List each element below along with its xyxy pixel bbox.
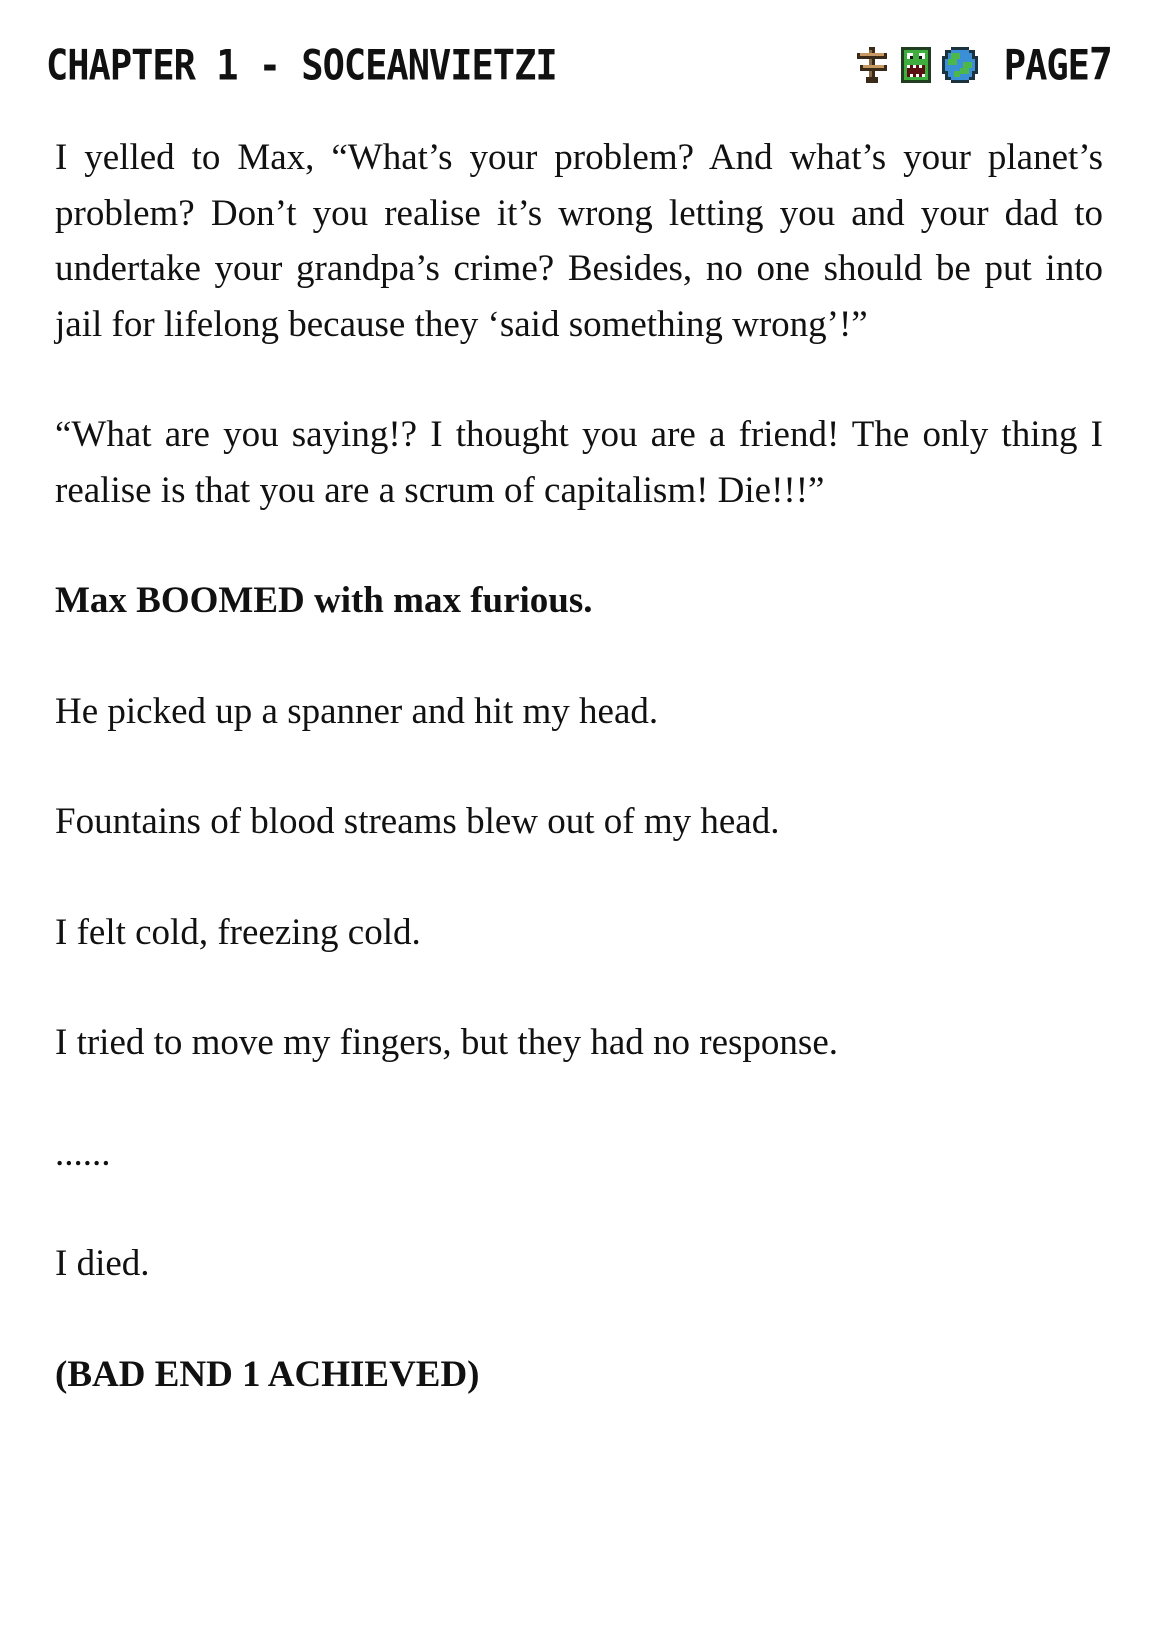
paragraph-6: I felt cold, freezing cold. xyxy=(55,911,421,953)
paragraph-4: He picked up a spanner and hit my head. xyxy=(55,690,659,732)
green-monster-icon xyxy=(898,47,934,83)
header-right xyxy=(854,39,1112,91)
paragraph-1: I yelled to Max, “What’s your problem? And what’s your planet’s problem? Don’t you realise it’s wrong letting you and your dad to undertake your grandpa’s crime? Besides, no one should be put into jail for lifelong because they ‘said something wrong’!” xyxy=(55,137,1103,345)
page-number: 7 xyxy=(1088,39,1112,91)
page-header xyxy=(46,39,1112,91)
page-prefix: PAGE xyxy=(1003,41,1089,90)
paragraph-9: I died. xyxy=(55,1243,150,1284)
earth-globe-icon xyxy=(942,47,978,83)
chapter-title: CHAPTER 1 - SOCEANVIETZI xyxy=(46,40,557,90)
signpost-icon xyxy=(854,47,890,83)
story-text xyxy=(55,130,1103,1457)
page-number-label xyxy=(1004,39,1112,91)
paragraph-8: ...... xyxy=(55,1132,111,1174)
paragraph-7: I tried to move my fingers, but they had no response. xyxy=(55,1022,838,1063)
paragraph-3: Max BOOMED with max furious. xyxy=(55,580,593,621)
paragraph-2: “What are you saying!? I thought you are a friend! The only thing I realise is that you are a scrum of capitalism! Die!!!” xyxy=(55,414,1103,511)
bad-end-label: (BAD END 1 ACHIEVED) xyxy=(55,1353,480,1395)
paragraph-5: Fountains of blood streams blew out of my head. xyxy=(55,801,780,842)
